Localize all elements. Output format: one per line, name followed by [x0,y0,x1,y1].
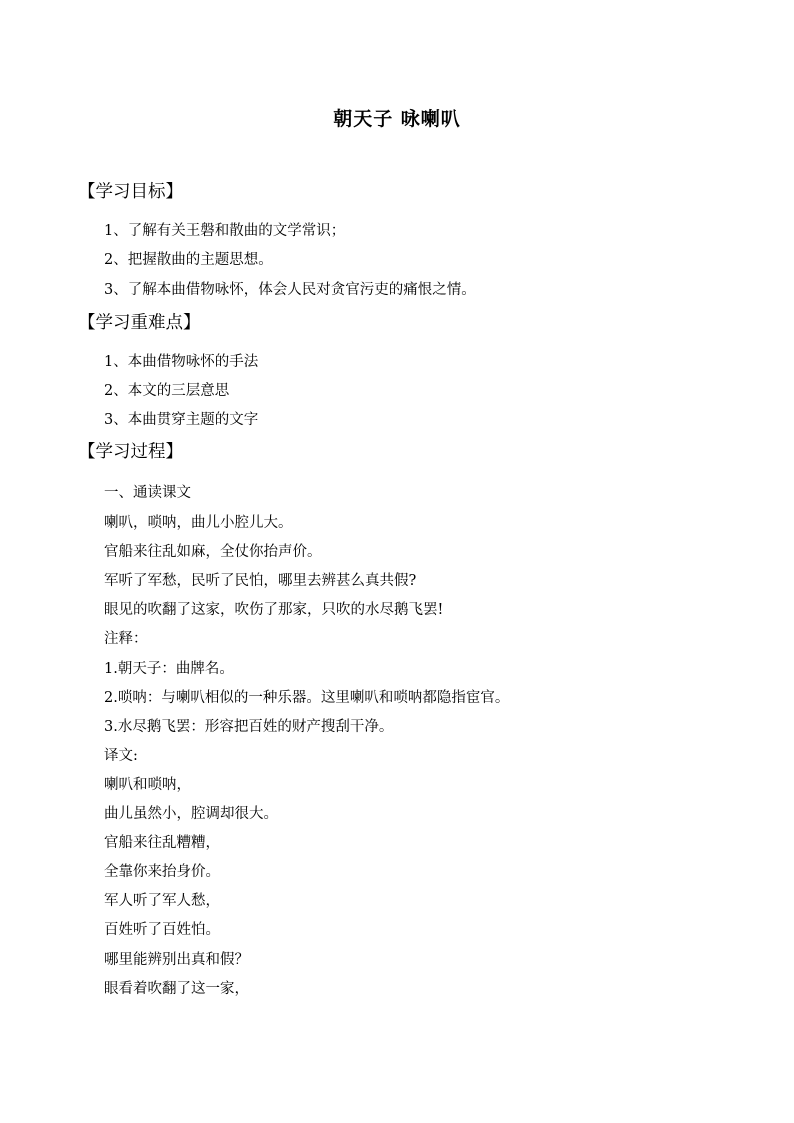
translation-line: 全靠你来抬身价。 [104,864,220,880]
translation-line: 喇叭和唢呐， [104,777,191,793]
poem-line: 军听了军愁，民听了民怕，哪里去辨甚么真共假? [104,573,417,589]
translation-line: 曲儿虽然小，腔调却很大。 [104,806,278,822]
section-heading-key-points: 【学习重难点】 [78,313,201,333]
objective-item: 3、了解本曲借物咏怀，体会人民对贪官污吏的痛恨之情。 [104,282,476,298]
page-title: 朝天子 咏喇叭 [333,108,461,130]
key-point-item: 1、本曲借物咏怀的手法 [104,354,259,370]
translation-line: 百姓听了百姓怕。 [104,922,220,938]
translation-line: 眼看着吹翻了这一家， [104,981,249,997]
translation-label: 译文: [104,748,138,764]
note-item: 3.水尽鹅飞罢：形容把百姓的财产搜刮干净。 [104,719,394,735]
note-item: 1.朝天子：曲牌名。 [104,661,234,677]
poem-line: 喇叭，唢呐，曲儿小腔儿大。 [104,515,293,531]
translation-line: 军人听了军人愁， [104,893,220,909]
section-heading-process: 【学习过程】 [78,442,183,462]
translation-line: 官船来往乱糟糟， [104,835,220,851]
translation-line: 哪里能辨别出真和假？ [104,952,249,968]
poem-line: 官船来往乱如麻，全仗你抬声价。 [104,544,322,560]
key-point-item: 3、本曲贯穿主题的文字 [104,412,259,428]
poem-line: 眼见的吹翻了这家，吹伤了那家，只吹的水尽鹅飞罢! [104,602,444,618]
section-heading-objectives: 【学习目标】 [78,182,183,202]
objective-item: 2、把握散曲的主题思想。 [104,252,273,268]
note-item: 2.唢呐：与喇叭相似的一种乐器。这里喇叭和唢呐都隐指宦官。 [104,690,510,706]
notes-label: 注释： [104,631,148,647]
objective-item: 1、了解有关王磐和散曲的文学常识； [104,223,346,239]
process-line: 一、通读课文 [104,485,191,501]
key-point-item: 2、本文的三层意思 [104,383,230,399]
